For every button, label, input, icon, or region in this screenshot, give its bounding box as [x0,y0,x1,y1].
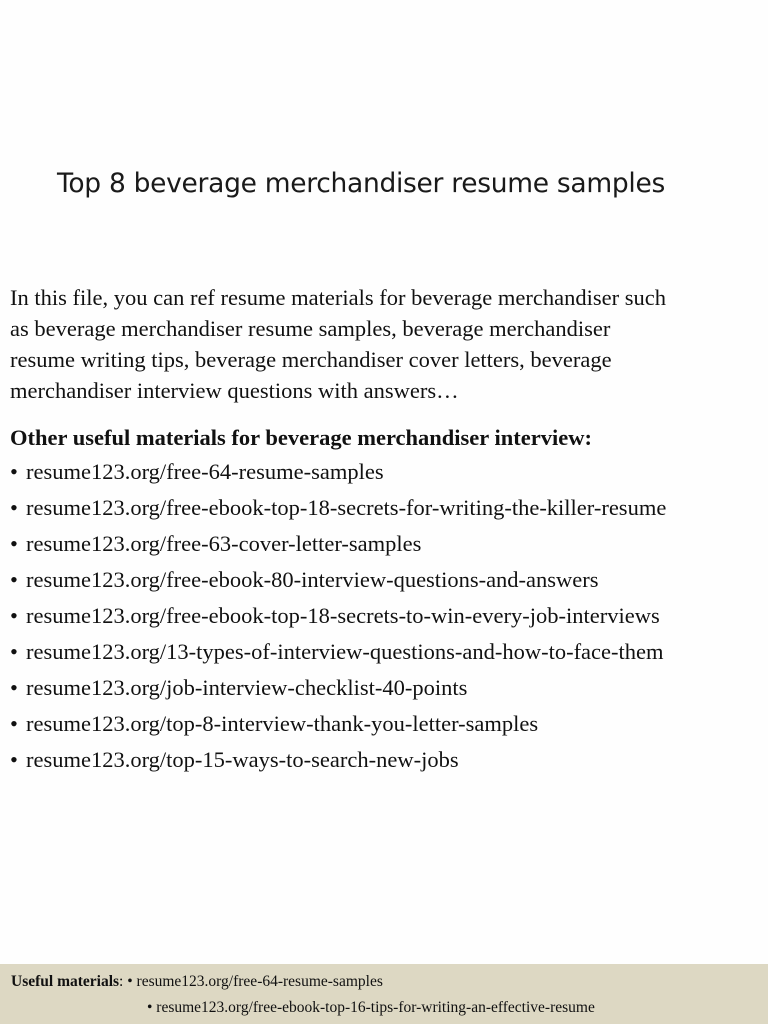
footer-separator: : [119,973,128,990]
list-item [10,634,766,670]
intro-line: merchandiser interview questions with answers… [10,378,459,403]
material-link[interactable]: resume123.org/free-ebook-top-18-secrets-for-writing-the-killer-resume [26,495,667,520]
footer-link[interactable]: • resume123.org/free-ebook-top-16-tips-for-writing-an-effective-resume [147,999,595,1016]
footer-bar [0,964,768,1024]
list-item [10,454,766,490]
intro-line: In this file, you can ref resume materials for beverage merchandiser such [10,285,666,310]
bullet-icon: • [10,747,18,772]
bullet-icon: • [10,603,18,628]
list-item [10,526,766,562]
material-link[interactable]: resume123.org/13-types-of-interview-questions-and-how-to-face-them [26,639,664,664]
footer-label: Useful materials [11,973,120,990]
material-link[interactable]: resume123.org/free-63-cover-letter-samples [26,531,422,556]
bullet-icon: • [10,531,18,556]
list-item [10,562,766,598]
material-link[interactable]: resume123.org/top-15-ways-to-search-new-jobs [26,747,459,772]
material-link[interactable]: resume123.org/job-interview-checklist-40-points [26,675,468,700]
bullet-icon: • [10,567,18,592]
material-link[interactable]: resume123.org/free-ebook-top-18-secrets-to-win-every-job-interviews [26,603,660,628]
bullet-icon: • [10,459,18,484]
materials-section [10,422,766,778]
bullet-icon: • [10,495,18,520]
materials-heading: Other useful materials for beverage merchandiser interview: [10,425,592,450]
materials-link-list [10,454,766,778]
list-item [10,670,766,706]
intro-line: resume writing tips, beverage merchandiser cover letters, beverage [10,347,612,372]
material-link[interactable]: resume123.org/top-8-interview-thank-you-letter-samples [26,711,539,736]
list-item [10,598,766,634]
list-item [10,706,766,742]
list-item [10,742,766,778]
bullet-icon: • [10,711,18,736]
material-link[interactable]: resume123.org/free-ebook-80-interview-questions-and-answers [26,567,599,592]
bullet-icon: • [10,675,18,700]
footer-row [147,998,595,1018]
bullet-icon: • [10,639,18,664]
footer-link[interactable]: • resume123.org/free-64-resume-samples [127,973,383,990]
intro-line: as beverage merchandiser resume samples, beverage merchandiser [10,316,611,341]
page-title: Top 8 beverage merchandiser resume samples [57,168,665,199]
list-item [10,490,766,526]
intro-paragraph [10,282,762,406]
footer-row [11,972,383,992]
material-link[interactable]: resume123.org/free-64-resume-samples [26,459,384,484]
